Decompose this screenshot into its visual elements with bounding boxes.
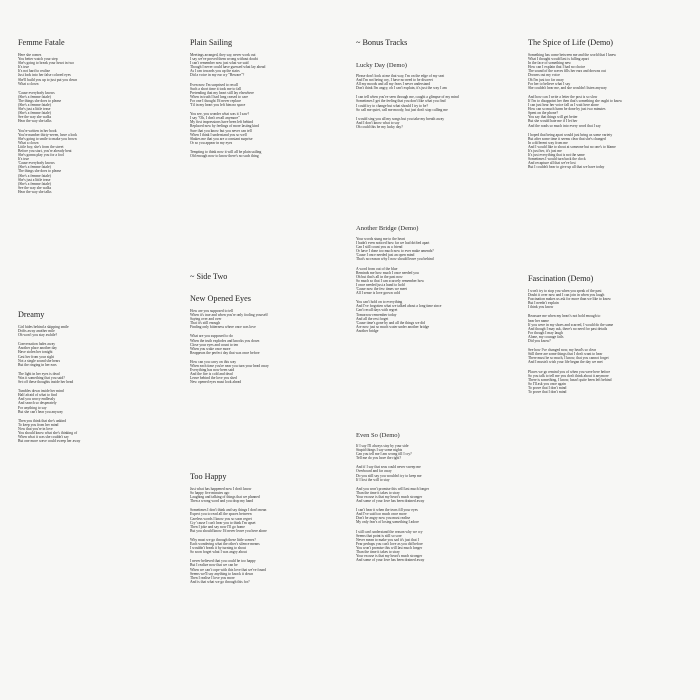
lyric-line: You should know what she's thinking of [18,430,78,435]
lyric-line: I hadn't even noticed how far we had drifted apart [356,241,430,246]
lyric-line: And I'm not being coy, I have no need to be discreet [356,78,433,83]
lyric-line: Cast her from your sight [18,354,55,359]
lyric-line: Even now I'm surprised to recall [190,82,238,87]
lyric-line: What I thought would last is falling apart [528,57,589,62]
lyric-line: Can't recall days with regret [356,308,398,313]
lyric-line: There is something, I know, hasn't quite been left behind [528,377,612,382]
stanza [356,465,516,481]
song-fascination [528,274,688,399]
stanza [18,389,178,414]
lyric-line: See the way she walks [18,115,52,120]
song-title: Lucky Day (Demo) [356,62,407,69]
lyric-line: It's true [18,65,30,70]
lyric-line: I say we've proved them wrong without doubt [190,57,258,62]
lyric-line: Sure that you know but you never can tell [190,128,252,133]
lyric-line: Do you still say you wouldn't try to keep me [356,473,422,478]
lyric-line: I won't try to stop you when you speak of the past [528,289,602,293]
song-title: Too Happy [190,472,227,481]
song-too-happy [190,472,350,589]
lyric-line: Laughing and talking of things that we planned [190,495,260,500]
lyric-line: I hoped that being apart would just bring us some variety [528,132,613,137]
lyric-line: I can't hear it when the tears fill your eyes [356,508,418,513]
lyric-line: See the way she walks [18,185,52,190]
stanza [356,487,516,503]
lyric-line: 'Cause I once needed just an open mind [356,253,415,258]
song-title: The Spice of Life (Demo) [528,38,614,47]
lyric-line: The things she does to please [18,169,62,174]
stanza [528,370,688,395]
stanza [190,112,350,145]
lyric-line: Leave behind the love you shed [190,376,237,381]
lyric-line: Set off these thoughts inside her head [18,380,74,385]
lyric-line: Your words stung me to the heart [356,237,405,241]
stanza [190,309,350,329]
lyric-line: To keep you from her mind [18,422,59,427]
lyric-line: Than the time it takes to stray [356,490,400,495]
lyric-line: She couldn't hear me, and she wouldn't listen anyway [528,85,607,90]
lyric-line: Then I realise I love you more [190,575,235,580]
lyric-line: And some of your love has been drained away [356,499,425,504]
stanza [528,133,688,170]
lyric-line: I wouldn't break it by turning to shout [190,546,246,551]
stanza [18,419,178,444]
lyric-line: Such a short time it took me to fall [190,86,242,91]
lyric-line: Sometimes I would turn back the clock [528,157,586,162]
lyric-line: 'Til in my heart you left him no space [190,103,246,108]
lyric-line: Then a wrong word and you drop my hand [190,499,254,504]
lyric-line: You say that things will get better [528,115,578,120]
lyric-line: Tumbles down inside her mind [18,389,64,394]
lyric-line: I can't remember now just what we said [190,61,249,66]
lyric-line: How can so much harm be done by just two minutes [528,107,606,112]
lyric-line: When what it was she couldn't say [18,435,69,440]
lyric-line: It's not hard to realize [18,69,50,74]
lyric-line: Just what has happened now I don't know [190,487,252,491]
stanza [18,91,178,124]
lyric-line: The sound of the waves fills her ears and drowns out [528,69,606,74]
lyric-line: And I don't know what to say [356,120,400,125]
lyric-line: Half afraid of what to find [18,393,57,398]
lyric-line: For though I may laugh [528,330,563,335]
lyric-line: Careless words I know you so soon regret [190,516,252,521]
lyric-line: And the fire is cold and dead [190,372,233,377]
lyric-line: Sometimes I don't think and say things I don't mean [190,508,267,513]
lyric-line: Have stolen her tonight [18,350,53,355]
lyric-line: Don't be angry now you must realise [356,516,411,521]
song-spice-of-life [528,38,688,174]
song-title: Another Bridge (Demo) [356,225,419,232]
side-two-label: ~ Side Two [190,272,228,281]
lyric-line: But I needn't explain [528,301,559,306]
lyric-line: Now that you're in love [18,426,53,431]
stanza [356,444,516,460]
lyric-line: When in truth I had long ceased to care [190,94,248,99]
lyric-line: Tell me do you have the right? [356,456,402,461]
lyric-line: But she can't hear you anyway [18,409,64,414]
lyric-line: For anything to say [18,405,47,410]
lyric-line: Your excuse is that my heart's much stronger [356,554,423,559]
lyric-line: She's just a little tease [18,177,51,182]
lyric-line: And I would like to shout at someone but no one's to blame [528,144,616,149]
lyric-line: If I lost the will to stay [356,477,390,482]
song-another-bridge [356,225,516,338]
lyric-line: Oh I'm just too far away [528,77,564,82]
lyric-line: hear her name [528,318,549,323]
stanza [356,267,516,296]
lyric-line: Can you tell me I am wrong till I cry? [356,452,412,457]
lyric-line: When the truth explodes and knocks you down [190,338,260,343]
lyric-line: When each time you're near you turn your head away [190,364,269,369]
lyric-line: Hear the way she talks [18,189,52,194]
lyric-line: She's just a little tease [18,107,51,112]
lyric-line: Fear perhaps you can't love as you did before [356,541,423,546]
lyric-line: You're written in her book [18,128,57,133]
song-title: Even So (Demo) [356,432,400,439]
lyric-line: And how can I write a letter the post is so slow [528,94,598,99]
lyric-line: Finding only bitterness where once was love [190,325,256,330]
lyric-line: And recapture all that we've lost [528,161,576,166]
lyric-line: But the ringing in her ears [18,362,57,367]
lyric-line: The light in her eyes is dead [18,371,60,376]
stanza [190,538,350,554]
stanza [190,487,350,503]
lyric-line: What a clown [18,81,39,86]
lyric-line: Everything has now been said [190,368,235,373]
lyric-line: It's just her, it's just me [528,148,562,153]
stanza [356,530,516,563]
lyric-line: Meetings arranged, they say, never work out [190,53,256,57]
lyric-line: And I've forgotten what we talked about a long time since [356,304,442,309]
lyric-line: And search so desperately [18,401,57,406]
lyric-line: So happy five minutes ago [190,491,230,496]
lyric-line: And I've said too much once more [356,512,407,517]
stanza [528,95,688,128]
bonus-tracks-heading [356,38,516,53]
lyric-line: Sometimes I get the feeling that you don't like what you find [356,99,446,104]
lyric-line: And I mustn't wish your life began the day we met [528,360,603,365]
lyric-line: And if I say that seas could never sweep me [356,465,421,470]
lyric-line: So call me quiet, call me moody, but just don't stop calling me [356,107,448,112]
lyric-line: All my moods and all my fears I never understand [356,82,431,87]
lyric-line: 'Cause now the few times we meet [356,287,408,292]
stanza [18,372,178,384]
song-title: Femme Fatale [18,38,65,47]
lyric-line: Something has come between me and the world that I knew [528,53,617,57]
lyric-line: So I'll ask you once again [528,381,566,386]
lyric-line: All I sense is love grown cold [356,291,401,296]
lyric-line: What are you supposed to do [190,334,233,339]
lyric-line: (She's a femme fatale) [18,165,51,170]
lyric-line: Hear the way she talks [18,119,52,124]
stanza [190,508,350,533]
lyric-line: Not a single sound she hears [18,358,61,363]
stanza [18,53,178,86]
stanza [190,559,350,584]
stanza [18,129,178,195]
lyric-line: You can't hold on to everything [356,300,403,305]
lyric-line: Then I joke and say now I'll go home [190,524,245,529]
lyric-line: Drifts away another mile [18,329,55,334]
song-dreamy [18,310,178,448]
lyric-line: But one more wave could sweep her away [18,439,81,444]
lyric-line: Or so you appear in my eyes [190,140,233,145]
lyric-line: I never believed that you could be too happy [190,559,256,564]
lyric-line: It's just everything that is not the same [528,153,585,158]
lyric-line: Places we go remind you of when you were here before [528,369,611,374]
lyric-line: Oh could this be my lucky day? [356,124,403,129]
lyric-line: Here she comes [18,53,42,57]
lyric-line: 'Cause time's gone by and all the things we did [356,320,426,325]
song-even-so [356,432,516,567]
song-femme-fatale [18,38,178,199]
lyric-line: And the roads so much into every word that I say [528,123,601,128]
lyric-line: Did you know? [528,339,551,344]
lyric-line: Seems that point is still so sore [356,533,402,538]
lyric-line: Fascination makes us ask for more than we like to know [528,297,611,302]
lyric-line: She's gonna play you for a fool [18,153,64,158]
lyric-line: I would sing you all my songs but you take my breath away [356,116,445,121]
lyric-line: Then you think that she's unkind [18,418,67,423]
stanza [356,95,516,111]
stanza [190,53,350,78]
lyric-line: In the face of something new [528,61,571,66]
lyric-line: Saying over and over [190,317,222,322]
lyric-line: Alone, my courage fails [528,334,564,339]
lyric-line: My only fear's of losing something I adore [356,520,419,525]
lyric-line: But after some time it seems clear that she's changed [528,136,606,141]
lyric-line: I can just hear her voice fall as I wait here alone [528,103,599,108]
lyric-line: And all the rest forget [356,316,389,321]
lyric-line: (She's a femme fatale) [18,103,51,108]
stanza [356,117,516,129]
stanza [18,342,178,367]
stanza [528,314,688,343]
lyric-line: If I'm to disappoint her then that's something she ought to know [528,98,623,103]
lyric-line: Just look into her false colored eyes [18,73,71,78]
lyric-line: When you wake once more [190,346,231,351]
lyric-line: You won't promise this will last much longer [356,545,423,550]
lyric-line: If I say I'll always stay by your side [356,444,409,448]
song-title: Dreamy [18,310,45,319]
song-title: Plain Sailing [190,38,233,47]
song-lucky-day [356,62,516,134]
lyric-line: Your excuse is that my heart's much stronger [356,494,423,499]
lyric-line: You're number thirty-seven, have a look [18,132,78,137]
lyric-line: And some of your love has been drained away [356,558,425,563]
lyric-line: To prove that I don't mind [528,385,567,390]
lyric-line: Though I never could have guessed what lay ahead [190,65,266,70]
lyric-line: And though I may ask, there's no need for past details [528,326,608,331]
lyric-line: And you won't promise this will last much longer [356,486,429,491]
stanza [356,237,516,262]
lyric-line: Or have I done too much now to ever make amends? [356,249,434,254]
lyric-line: I once needed just a hand to hold [356,282,405,287]
lyric-line: 'Cause everybody knows [18,90,55,95]
stanza [356,300,516,333]
stanza [356,74,516,90]
lyric-line: So soon forget what I was angry about [190,550,247,555]
lyric-line: When it's true and when you're only fooling yourself [190,313,268,318]
stanza [528,289,688,309]
stanza [528,348,688,364]
lyric-line: (She's a femme fatale) [18,181,51,186]
lyric-line: Doubt it over now and I can join in when you laugh [528,293,605,298]
lyric-line: (She's a femme fatale) [18,94,51,99]
lyric-line: So you talk to tell me you don't think about it anymore [528,373,609,378]
lyric-line: You see, you wonder what was it I saw? [190,112,250,117]
lyric-line: To prove that I don't mind [528,389,567,394]
lyric-line: Overboard and far away [356,469,392,474]
lyric-line: How are you supposed to tell [190,309,234,313]
lyric-line: I say "Oh, I don't recall anymore" [190,116,240,121]
lyric-line: Shakes me that you are a constant surprise [190,136,253,141]
stanza [190,83,350,108]
lyric-line: New opened eyes must look ahead [190,380,242,385]
lyric-line: But I realize now that we can be [190,563,238,568]
lyric-line: Why must we go through these little scenes? [190,537,256,542]
lyric-line: Still there are some things that I don't want to hear [528,352,603,357]
lyric-line: You better watch your step [18,57,58,62]
lyric-line: Conversation fades away [18,342,56,347]
lyric-line: Stupid things I say some nights [356,448,403,453]
lyric-line: There must be so much, I know, that you cannot forget [528,356,609,361]
lyric-line: Never mean to make you sad it's just that I [356,537,419,542]
lyric-line: Another bridge [356,328,379,333]
lyric-line: See how I've changed now, my head's so clear [528,348,596,353]
lyric-line: Spent on the phone? [528,111,559,116]
song-title: New Opened Eyes [190,294,251,303]
bonus-tracks-label: ~ Bonus Tracks [356,38,408,47]
lyric-line: That it's still enough [190,321,221,326]
lyric-line: Can I still count you as a friend [356,245,403,250]
stanza [190,150,350,158]
lyric-line: Oh won't you stay awhile? [18,333,58,338]
lyric-line: 'Cause everybody knows [18,161,55,166]
lyric-line: Pretending that my heart still lay elsewhere [190,90,254,95]
lyric-line: When we can't cope with this love that we've found [190,567,266,572]
lyric-line: Expect you to read all the spaces between [190,512,252,517]
lyric-line: Reminds me how much I once needed you [356,270,419,275]
lyric-line: Oh but that's all in the past now [356,274,403,279]
lyric-line: How can you carry on this way [190,359,237,364]
lyric-line: I think you know [528,305,554,310]
lyric-line: What a clown [18,140,39,145]
lyric-line: My first impressions have been left behind [190,120,254,125]
stanza [18,325,178,337]
lyric-line: Another place another day [18,346,58,351]
lyric-line: Before you start, you're already beat [18,148,72,153]
lyric-line: The things she does to please [18,98,62,103]
lyric-line: She's going to break your heart in two [18,61,75,66]
stanza [356,508,516,524]
lyric-line: In a different way from me [528,140,568,145]
lyric-line: But she would hate me if I let her [528,119,578,124]
lyric-line: I still can't understand the reason why we cry [356,529,423,534]
lyric-line: Seems we'll say anything to knock it down [190,571,254,576]
side-two-heading [190,272,350,287]
lyric-line: She's going to smile to make you frown [18,136,77,141]
lyric-line: Don't think I'm angry, oh I can't explain, it's just the way I am [356,86,447,91]
lyric-line: Girl hides behind a skipping smile [18,325,69,329]
lyric-line: She'll build you up to just put you down [18,77,78,82]
lyric-line: Drowns out my voice [528,73,560,78]
lyric-line: For one I thought I'd never replace [190,98,242,103]
lyric-line: But you should know I'd never leave you here alone [190,528,267,533]
lyric-line: A word from out of the blue [356,266,398,271]
song-plain-sailing [190,38,350,163]
lyric-line: Each wondering what the other's silence means [190,542,260,547]
lyric-line: Tomorrow remember today [356,312,397,317]
lyric-line: Cry 'cause I can't hear you to think I'm upset [190,520,256,525]
lyric-line: Please don't look at me that way, I'm on the edge of my seat [356,74,445,78]
lyric-line: (She's a femme fatale) [18,111,51,116]
lyric-line: That's no reason why I now should leave you behind [356,257,434,262]
lyric-line: I could try to change but what should I try to be? [356,103,428,108]
song-new-opened-eyes [190,294,350,390]
lyric-line: Old enough now to know there's no such thing [190,153,259,158]
lyric-line: When I think I understand you so well [190,132,247,137]
lyric-line: It's true [18,157,30,162]
lyric-line: Did a voice in my ear cry "Beware"? [190,73,245,78]
lyric-line: And you worry endlessly [18,397,56,402]
stanza [528,53,688,90]
song-title: Fascination (Demo) [528,274,594,283]
lyric-line: Tempting to think now it will all be plain sailing [190,149,262,154]
lyric-line: Close your eyes and count to ten [190,342,239,347]
stanza [190,360,350,385]
lyric-line: I can tell when you've seen through me, caught a glimpse of my mind [356,95,459,100]
lyric-line: So much so that I can scarcely remember how [356,278,424,283]
lyric-line: Was it something that you said? [18,375,65,380]
lyric-line: Reappears the perfect day that was once before [190,350,260,355]
lyric-line: Replaced now by feelings of more lasting kind [190,124,259,129]
lyric-line: But I couldn't bear to give up all that we have today [528,165,605,170]
stanza [190,334,350,354]
lyric-line: Reassure me when my heart's not bold enough to [528,314,601,319]
lyric-line: How can I explain that I had no choice [528,65,586,70]
lyric-line: (She's a femme fatale) [18,173,51,178]
lyric-line: If you were in my shoes and scarred, I would do the same [528,322,614,327]
lyric-line: For her to believe what I say [528,81,571,86]
lyric-line: And is that what we go through this for? [190,579,250,584]
lyric-line: Are now just so much water under another bridge [356,324,430,329]
lyric-line: Little boy, she's from the street [18,144,64,149]
lyric-line: Than the time it takes to stray [356,549,400,554]
lyric-line: As I ran towards you up the stairs [190,69,240,74]
